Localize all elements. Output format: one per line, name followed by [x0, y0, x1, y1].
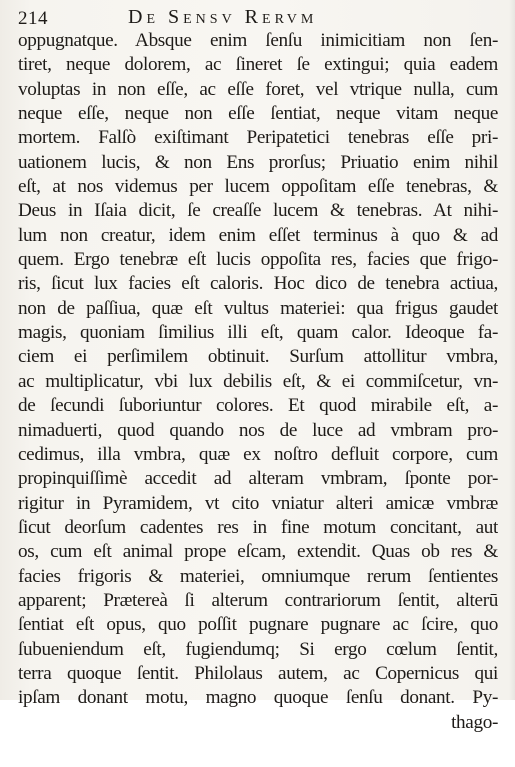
text-line: ſentiat eſt opus, quo poſſit pugnare pugnare ac ſcire, quo: [18, 614, 498, 636]
text-line: ris, ſicut lux facies eſt caloris. Hoc dico de tenebra actiua,: [18, 273, 498, 295]
text-line: Deus in Iſaia dicit, ſe creaſſe lucem & tenebras. At nihi-: [18, 200, 498, 222]
text-line: oppugnatque. Absque enim ſenſu inimicitiam non ſen-: [18, 30, 498, 51]
text-line: lum non creatur, idem enim eſſet terminus à quo & ad: [18, 224, 498, 246]
text-line: ſicut deorſum cadentes res in fine motum concitant, aut: [18, 516, 498, 538]
text-line: ac multiplicatur, vbi lux debilis eſt, & ei commiſcetur, vn-: [18, 370, 498, 392]
text-line: non de paſſiua, quæ eſt vultus materiei: qua frigus gaudet: [18, 297, 498, 319]
text-line: magis, quoniam ſimilius illi eſt, quam calor. Ideoque fa-: [18, 322, 498, 344]
body-text: [18, 29, 498, 735]
text-line: mortem. Falſò exiſtimant Peripatetici tenebras eſſe pri-: [18, 127, 498, 149]
text-line: eſt, at nos videmus per lucem oppoſitam eſſe tenebras, &: [18, 176, 498, 198]
page-edge-shadow: [509, 0, 515, 700]
text-line: uationem lucis, & non Ens prorſus; Priuatio enim nihil: [18, 151, 498, 173]
text-line: tiret, neque dolorem, ac ſineret ſe extingui; quia eadem: [18, 54, 498, 76]
text-line: rigitur in Pyramidem, vt cito vniatur alteri amicæ vmbræ: [18, 492, 498, 514]
text-line: ſubueniendum eſt, fugiendumq; Si ergo cœlum ſentit,: [18, 638, 498, 660]
text-line: ipſam donant motu, magno quoque ſenſu donant. Py-: [18, 687, 498, 709]
text-line: ciem ei perſimilem obtinuit. Surſum attollitur vmbra,: [18, 346, 498, 368]
text-line: neque eſſe, neque non eſſe ſentiat, neque vitam neque: [18, 103, 498, 125]
text-line: nimaduerti, quod quando nos de luce ad vmbram pro-: [18, 419, 498, 441]
text-line: cedimus, illa vmbra, quæ ex noſtro defluit corpore, cum: [18, 443, 498, 465]
text-line: apparent; Prætereà ſi alterum contrariorum ſentit, alterū: [18, 589, 498, 611]
text-line: voluptas in non eſſe, ac eſſe foret, vel vtrique nulla, cum: [18, 78, 498, 100]
text-line: terra quoque ſentit. Philolaus autem, ac Copernicus qui: [18, 662, 498, 684]
catchword: thago-: [451, 711, 498, 733]
text-line: de ſecundi ſuboriuntur colores. Et quod mirabile eſt, a-: [18, 395, 498, 417]
running-title: De Sensv Rervm: [128, 6, 318, 28]
page-number: 214: [18, 8, 48, 29]
page-header: [10, 2, 501, 32]
text-line: os, cum eſt animal prope eſcam, extendit. Quas ob res &: [18, 541, 498, 563]
text-line: quem. Ergo tenebræ eſt lucis oppoſita res, facies que frigo-: [18, 249, 498, 271]
text-line: propinquiſſimè accedit ad alteram vmbram, ſponte por-: [18, 468, 498, 490]
text-line: facies frigoris & materiei, omniumque rerum ſentientes: [18, 565, 498, 587]
